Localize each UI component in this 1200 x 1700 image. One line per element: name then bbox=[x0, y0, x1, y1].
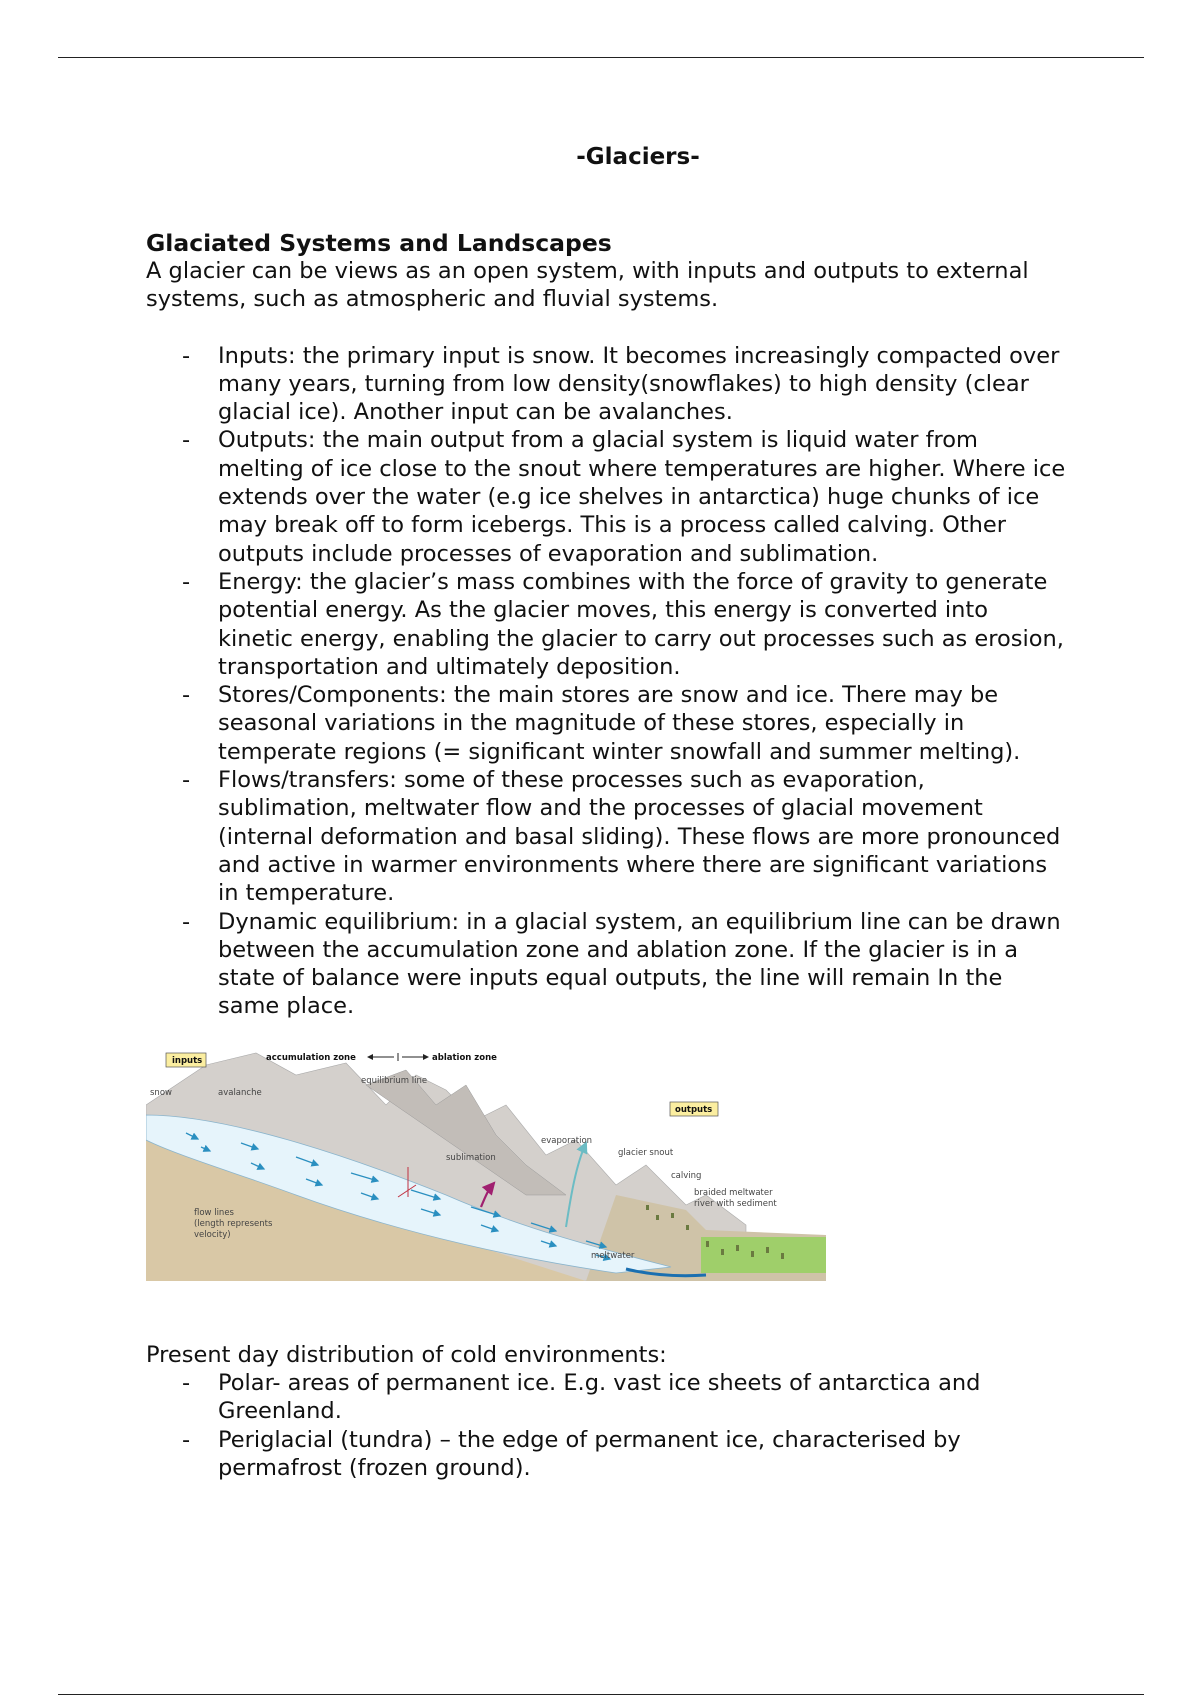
label-inputs: inputs bbox=[172, 1055, 203, 1066]
footer-rule bbox=[58, 1694, 1144, 1695]
label-calving: calving bbox=[671, 1170, 702, 1181]
system-components-list bbox=[146, 342, 1066, 1021]
list-item-polar: - Polar- areas of permanent ice. E.g. vast ice sheets of antarctica and Greenland. bbox=[146, 1369, 1066, 1426]
label-braided-1: braided meltwater bbox=[694, 1187, 773, 1198]
label-meltwater: meltwater bbox=[591, 1250, 635, 1261]
intro-paragraph: A glacier can be views as an open system, with inputs and outputs to external systems, such as atmospheric and fluvial systems. bbox=[146, 258, 1029, 313]
section-heading: Glaciated Systems and Landscapes bbox=[146, 229, 612, 257]
list-item-outputs: - Outputs: the main output from a glacial system is liquid water from melting of ice close to the snout where temperatures are higher. Where ice extends over the water (e.g ice shelves in antarctica) huge chunks of ice may break off to form icebergs. This is a process called calving. Other outputs include processes of evaporation and sublimation. bbox=[146, 426, 1066, 567]
label-outputs: outputs bbox=[675, 1104, 713, 1115]
label-equilibrium-line: equilibrium line bbox=[361, 1075, 428, 1086]
label-accumulation-zone: accumulation zone bbox=[266, 1052, 356, 1063]
header-rule bbox=[58, 57, 1144, 58]
glacier-system-diagram bbox=[146, 1045, 826, 1281]
label-snow: snow bbox=[150, 1087, 172, 1098]
document-title: -Glaciers- bbox=[576, 144, 700, 170]
label-ablation-zone: ablation zone bbox=[432, 1052, 497, 1063]
label-flow-lines-3: velocity) bbox=[194, 1229, 231, 1240]
list-item-periglacial: - Periglacial (tundra) – the edge of permanent ice, characterised by permafrost (frozen ground). bbox=[146, 1426, 1066, 1483]
label-glacier-snout: glacier snout bbox=[618, 1147, 674, 1158]
outwash-plain bbox=[701, 1237, 826, 1273]
paragraph-spacer bbox=[146, 314, 1066, 342]
glacier-diagram-svg bbox=[146, 1045, 826, 1281]
label-flow-lines-1: flow lines bbox=[194, 1207, 234, 1218]
document-body bbox=[146, 229, 1066, 1482]
cold-environments-list bbox=[146, 1369, 1066, 1482]
list-item-energy: - Energy: the glacier’s mass combines with the force of gravity to generate potential energy. As the glacier moves, this energy is converted into kinetic energy, enabling the glacier to carry out processes such as erosion, transportation and ultimately deposition. bbox=[146, 568, 1066, 681]
label-avalanche: avalanche bbox=[218, 1087, 262, 1098]
list-item-stores: - Stores/Components: the main stores are snow and ice. There may be seasonal variations in the magnitude of these stores, especially in temperate regions (= significant winter snowfall and summer melting). bbox=[146, 681, 1066, 766]
label-braided-2: river with sediment bbox=[694, 1198, 777, 1209]
list-item-inputs: - Inputs: the primary input is snow. It becomes increasingly compacted over many years, turning from low density(snowflakes) to high density (clear glacial ice). Another input can be avalanches. bbox=[146, 342, 1066, 427]
label-evaporation: evaporation bbox=[541, 1135, 593, 1146]
label-sublimation: sublimation bbox=[446, 1152, 496, 1163]
list-item-flows: - Flows/transfers: some of these processes such as evaporation, sublimation, meltwater flow and the processes of glacial movement (internal deformation and basal sliding). These flows are more pronounced and active in warmer environments where there are significant variations in temperature. bbox=[146, 766, 1066, 907]
distribution-intro: Present day distribution of cold environments: bbox=[146, 1341, 667, 1368]
label-flow-lines-2: (length represents bbox=[194, 1218, 273, 1229]
list-item-equilibrium: - Dynamic equilibrium: in a glacial system, an equilibrium line can be drawn between the accumulation zone and ablation zone. If the glacier is in a state of balance were inputs equal outputs, the line will remain In the same place. bbox=[146, 908, 1066, 1021]
